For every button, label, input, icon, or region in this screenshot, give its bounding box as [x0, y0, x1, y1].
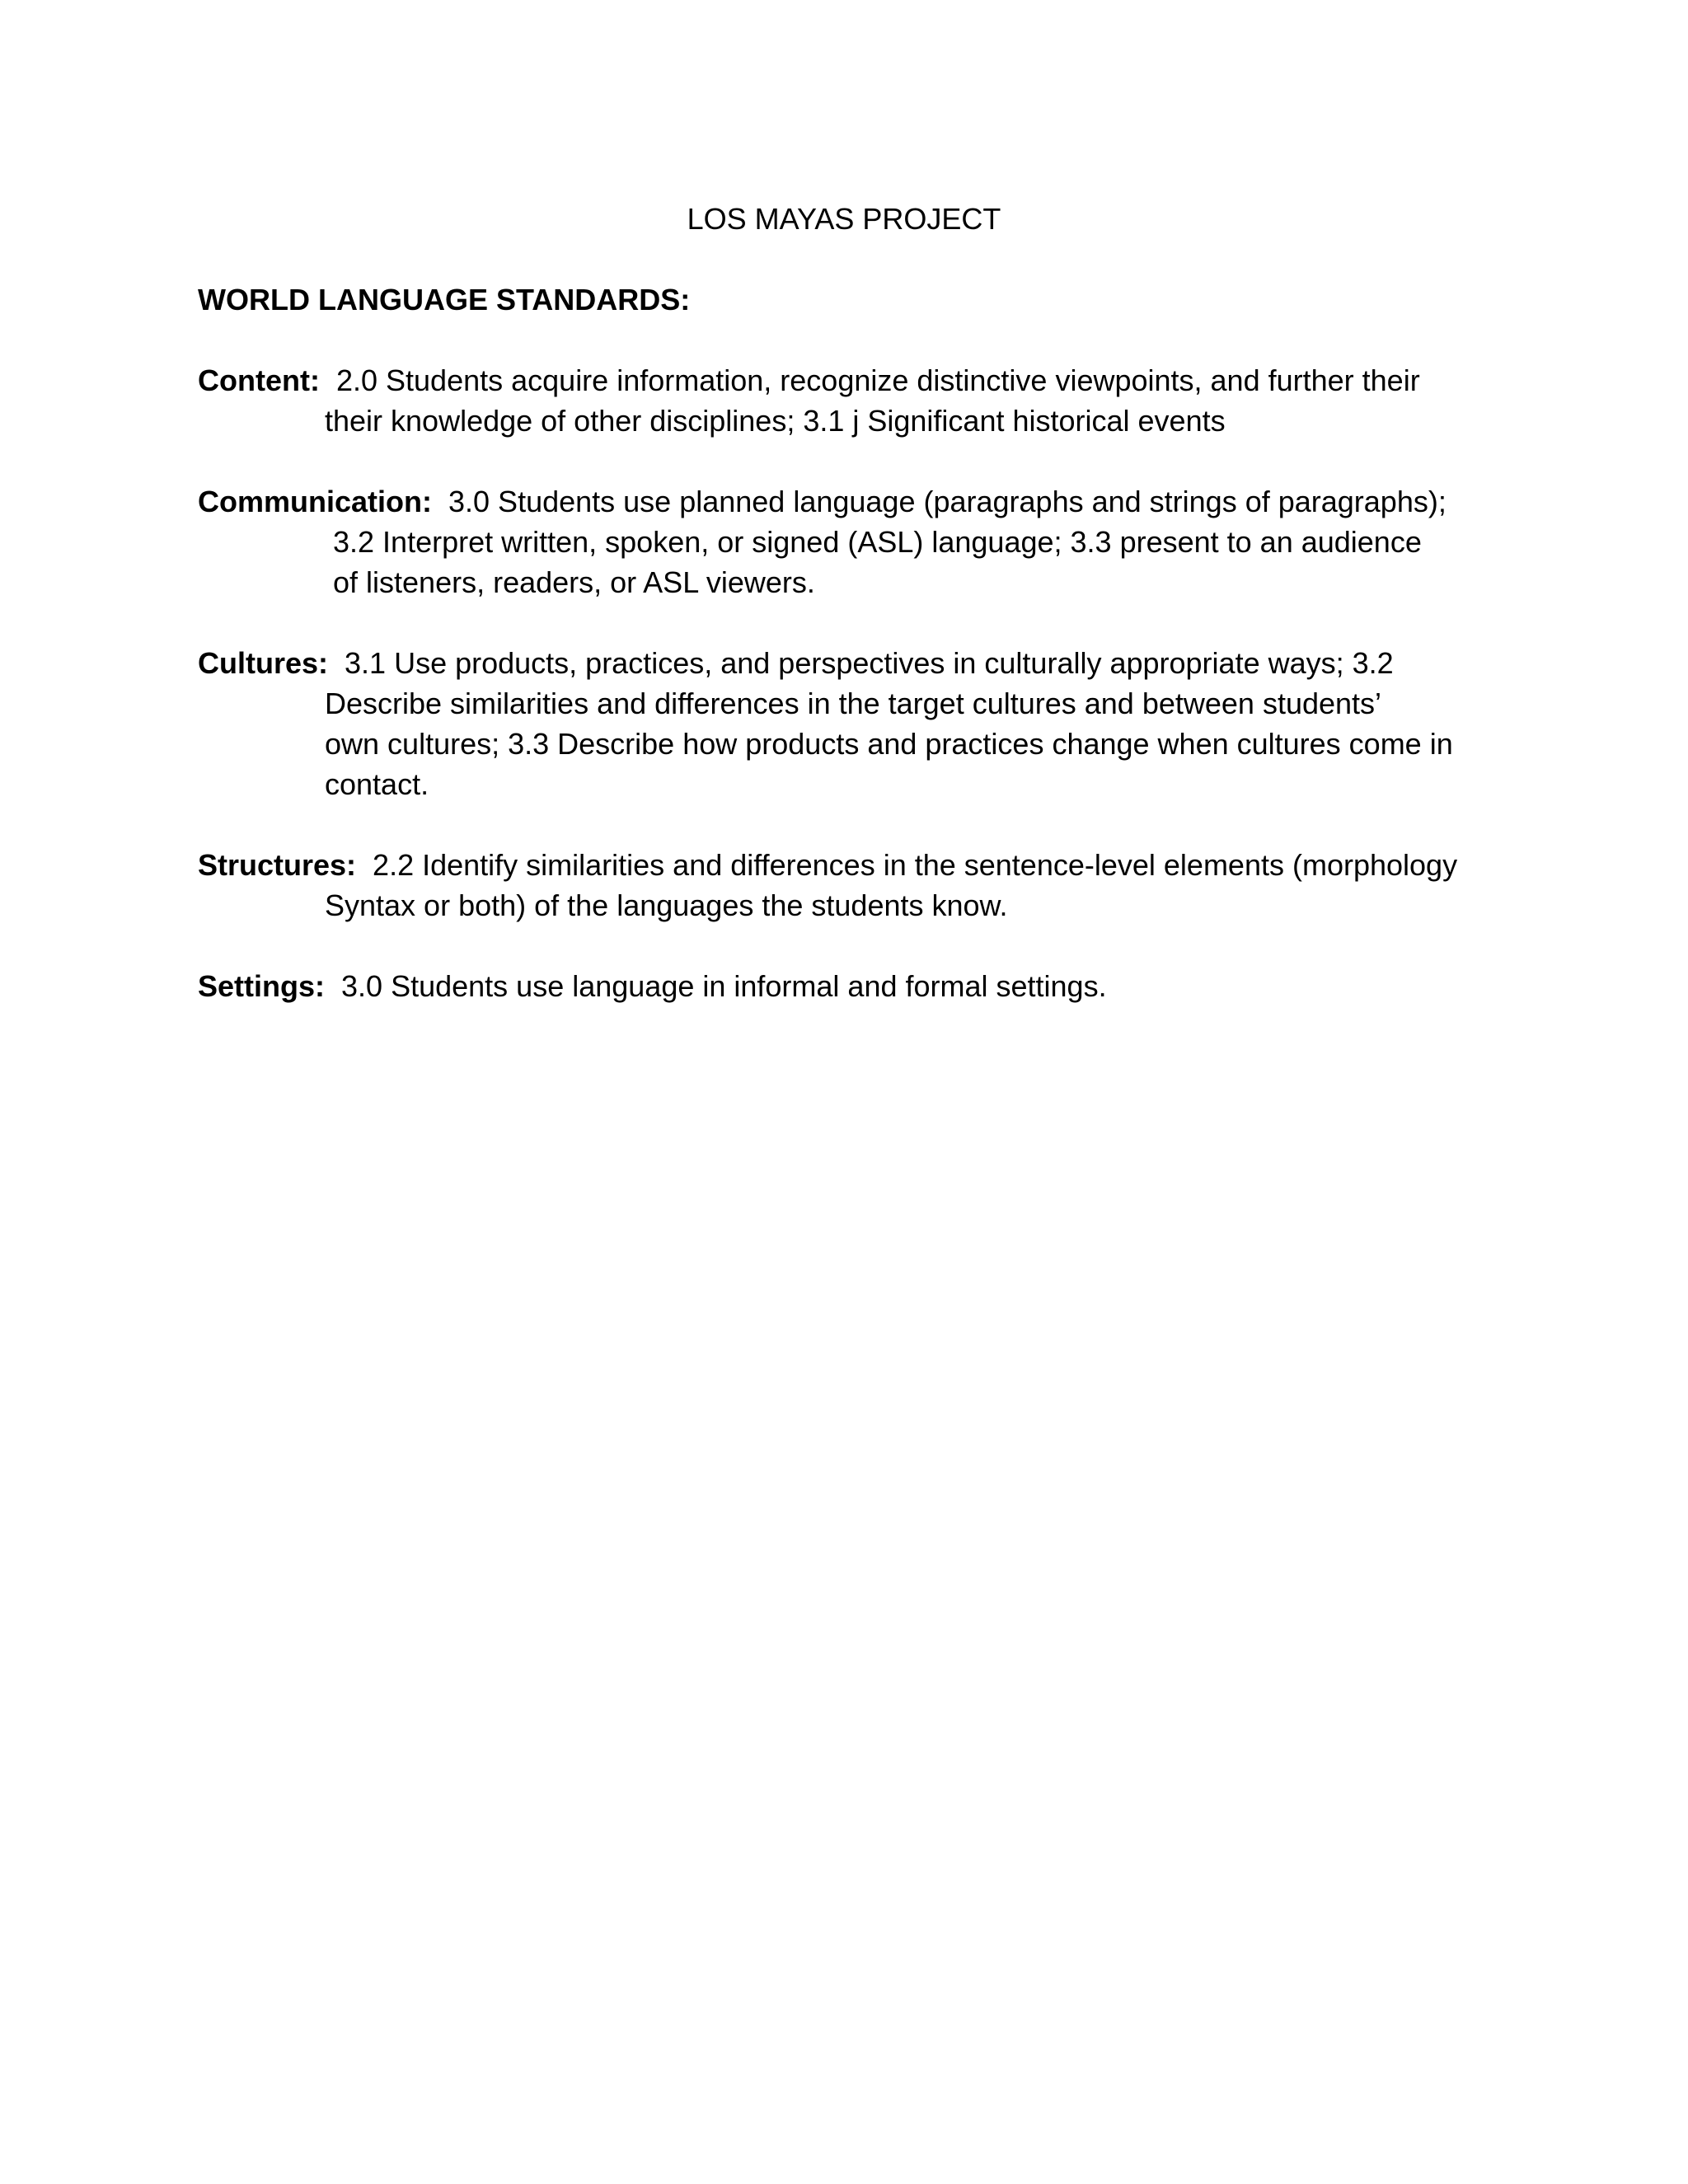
document-title: LOS MAYAS PROJECT [687, 202, 1001, 236]
entry-label: Structures: [198, 848, 357, 882]
entry-line: own cultures; 3.3 Describe how products and practices change when cultures come in [325, 727, 1453, 761]
entry-text: 3.1 Use products, practices, and perspectives in culturally appropriate ways; 3.2 [328, 646, 1394, 680]
entry-text: 2.2 Identify similarities and differences in the sentence-level elements (morphology [356, 848, 1458, 882]
entry-line: of listeners, readers, or ASL viewers. [333, 565, 815, 599]
entry-line [198, 643, 1453, 683]
standard-entry-structures [198, 845, 1457, 926]
entry-line [198, 360, 1420, 401]
entry-label: Cultures: [198, 646, 329, 680]
section-heading: WORLD LANGUAGE STANDARDS: [198, 283, 691, 316]
entry-label: Content: [198, 363, 320, 397]
entry-line: 3.2 Interpret written, spoken, or signed (ASL) language; 3.3 present to an audience [333, 525, 1422, 559]
entry-line: their knowledge of other disciplines; 3.1 j Significant historical events [325, 404, 1226, 438]
entry-label: Settings: [198, 969, 326, 1003]
entry-text: 2.0 Students acquire information, recognize distinctive viewpoints, and further their [319, 363, 1420, 397]
entry-line: Syntax or both) of the languages the students know. [325, 888, 1008, 922]
entry-line: contact. [325, 767, 429, 801]
entry-line [198, 966, 1107, 1006]
entry-label: Communication: [198, 485, 432, 518]
entry-line: Describe similarities and differences in the target cultures and between students’ [325, 687, 1382, 720]
standard-entry-content [198, 360, 1420, 441]
entry-text: 3.0 Students use language in informal and formal settings. [325, 969, 1107, 1003]
entry-text: 3.0 Students use planned language (paragraphs and strings of paragraphs); [432, 485, 1447, 518]
standard-entry-settings [198, 966, 1107, 1006]
standard-entry-cultures [198, 643, 1453, 804]
standard-entry-communication [198, 481, 1447, 602]
entry-line [198, 481, 1447, 522]
entry-line [198, 845, 1457, 885]
